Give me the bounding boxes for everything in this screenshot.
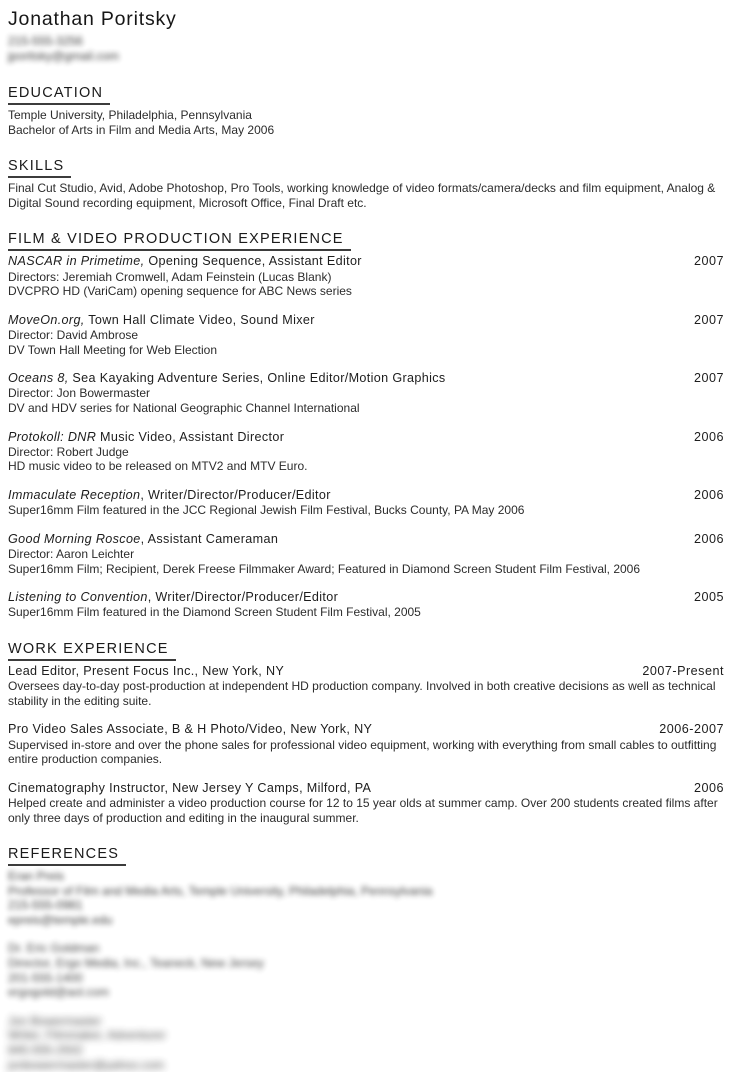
work-entry-year: 2006-2007 xyxy=(659,722,724,737)
film-entry-detail: DVCPRO HD (VariCam) opening sequence for ABC News series xyxy=(8,284,352,299)
reference-redacted xyxy=(8,869,432,927)
film-experience-heading: FILM & VIDEO PRODUCTION EXPERIENCE xyxy=(8,231,351,251)
skills-heading: SKILLS xyxy=(8,158,71,178)
film-entry-detail: DV Town Hall Meeting for Web Election xyxy=(8,342,217,357)
film-entry xyxy=(8,532,724,576)
work-entry-description: Helped create and administer a video production course for 12 to 15 year olds at summer camp. Over 200 students created films after only three days of production and editing in the inaugural summer. xyxy=(8,795,718,825)
film-entry-title: Oceans 8, Sea Kayaking Adventure Series, Online Editor/Motion Graphics xyxy=(8,371,446,386)
film-entry-title: MoveOn.org, Town Hall Climate Video, Sound Mixer xyxy=(8,312,315,327)
work-entry-year: 2007-Present xyxy=(642,663,724,678)
references-heading: REFERENCES xyxy=(8,846,126,866)
film-entry-detail: Director: Aaron Leichter xyxy=(8,546,135,561)
work-experience-heading: WORK EXPERIENCE xyxy=(8,641,176,661)
reference-title-redacted: Professor of Film and Media Arts, Temple University, Philadelphia, Pennsylvania xyxy=(8,883,433,898)
film-entry-year: 2006 xyxy=(693,429,724,444)
film-entry-detail: Super16mm Film; Recipient, Derek Freese Filmmaker Award; Featured in Diamond Screen Student Film Festival, 2006 xyxy=(8,561,641,576)
section-film-experience xyxy=(8,210,724,620)
film-entry-detail: DV and HDV series for National Geographic Channel International xyxy=(8,400,360,415)
section-work-experience xyxy=(8,620,724,825)
film-entry-detail: Director: Jon Bowermaster xyxy=(8,386,151,401)
film-entry xyxy=(8,488,724,518)
phone-redacted: 215-555-3256 xyxy=(8,34,83,48)
film-entry-title: Listening to Convention, Writer/Director/Producer/Editor xyxy=(8,590,339,605)
section-education xyxy=(8,64,724,137)
reference-redacted xyxy=(8,1014,166,1072)
film-entry-title: Immaculate Reception, Writer/Director/Producer/Editor xyxy=(8,487,331,502)
film-entry-detail: Director: Robert Judge xyxy=(8,444,129,459)
work-entry-title: Lead Editor, Present Focus Inc., New York, NY xyxy=(8,663,285,678)
film-entry xyxy=(8,313,724,357)
film-entry-detail: Director: David Ambrose xyxy=(8,327,139,342)
reference-title-redacted: Director, Ergo Media, Inc., Teaneck, New Jersey xyxy=(8,956,264,971)
education-heading: EDUCATION xyxy=(8,85,110,105)
film-entry-title: Good Morning Roscoe, Assistant Cameraman xyxy=(8,531,279,546)
work-entry xyxy=(8,664,724,708)
film-entry xyxy=(8,254,724,298)
reference-redacted xyxy=(8,941,264,999)
reference-name-redacted: Jon Bowermaster xyxy=(8,1013,102,1028)
film-entry-year: 2007 xyxy=(693,371,724,386)
film-entry-year: 2007 xyxy=(693,254,724,269)
reference-email-redacted: epreis@temple.edu xyxy=(8,912,113,927)
work-entry-year: 2006 xyxy=(693,780,724,795)
reference-email-redacted: ergogold@aol.com xyxy=(8,985,109,1000)
film-entry-detail: Directors: Jeremiah Cromwell, Adam Feinstein (Lucas Blank) xyxy=(8,269,332,284)
resume-header xyxy=(8,8,724,64)
film-entry-detail: Super16mm Film featured in the JCC Regional Jewish Film Festival, Bucks County, PA May 2006 xyxy=(8,503,525,518)
reference-phone-redacted: 215-555-0981 xyxy=(8,898,83,913)
reference-title-redacted: Writer, Filmmaker, Adventurer xyxy=(8,1028,166,1043)
film-entry xyxy=(8,430,724,474)
work-entry-description: Supervised in-store and over the phone sales for professional video equipment, working with everything from small cables to outfitting entire production companies. xyxy=(8,737,717,767)
skills-text: Final Cut Studio, Avid, Adobe Photoshop, Pro Tools, working knowledge of video formats/camera/decks and film equipment, Analog & Digital Sound recording equipment, Microsoft Office, Final Draft etc. xyxy=(8,181,716,210)
section-skills xyxy=(8,137,724,210)
work-entry-description: Oversees day-to-day post-production at independent HD production company. Involved in both creative decisions as well as technical stability in the editing suite. xyxy=(8,679,716,708)
film-entry xyxy=(8,590,724,620)
reference-phone-redacted: 201-555-1400 xyxy=(8,970,83,985)
reference-name-redacted: Dr. Eric Goldman xyxy=(8,941,100,956)
education-school: Temple University, Philadelphia, Pennsylvania xyxy=(8,108,252,122)
reference-name-redacted: Eran Preis xyxy=(8,869,65,884)
reference-email-redacted: jonbowermaster@yahoo.com xyxy=(8,1057,165,1072)
reference-phone-redacted: 845-555-2502 xyxy=(8,1043,83,1058)
film-entry xyxy=(8,371,724,415)
film-entry-title: NASCAR in Primetime, Opening Sequence, Assistant Editor xyxy=(8,254,362,269)
email-redacted: jporitsky@gmail.com xyxy=(8,49,119,63)
film-entry-title: Protokoll: DNR Music Video, Assistant Director xyxy=(8,429,285,444)
film-entry-year: 2005 xyxy=(693,590,724,605)
education-degree: Bachelor of Arts in Film and Media Arts, May 2006 xyxy=(8,122,275,137)
film-entry-detail: HD music video to be released on MTV2 and MTV Euro. xyxy=(8,459,308,474)
person-name: Jonathan Poritsky xyxy=(8,8,177,30)
film-entry-detail: Super16mm Film featured in the Diamond Screen Student Film Festival, 2005 xyxy=(8,605,421,620)
film-entry-year: 2006 xyxy=(693,487,724,502)
film-entry-year: 2007 xyxy=(693,312,724,327)
work-entry xyxy=(8,722,724,766)
work-entry-title: Pro Video Sales Associate, B & H Photo/Video, New York, NY xyxy=(8,722,373,737)
film-entry-year: 2006 xyxy=(693,531,724,546)
section-references xyxy=(8,825,724,1072)
work-entry xyxy=(8,781,724,825)
work-entry-title: Cinematography Instructor, New Jersey Y Camps, Milford, PA xyxy=(8,780,372,795)
